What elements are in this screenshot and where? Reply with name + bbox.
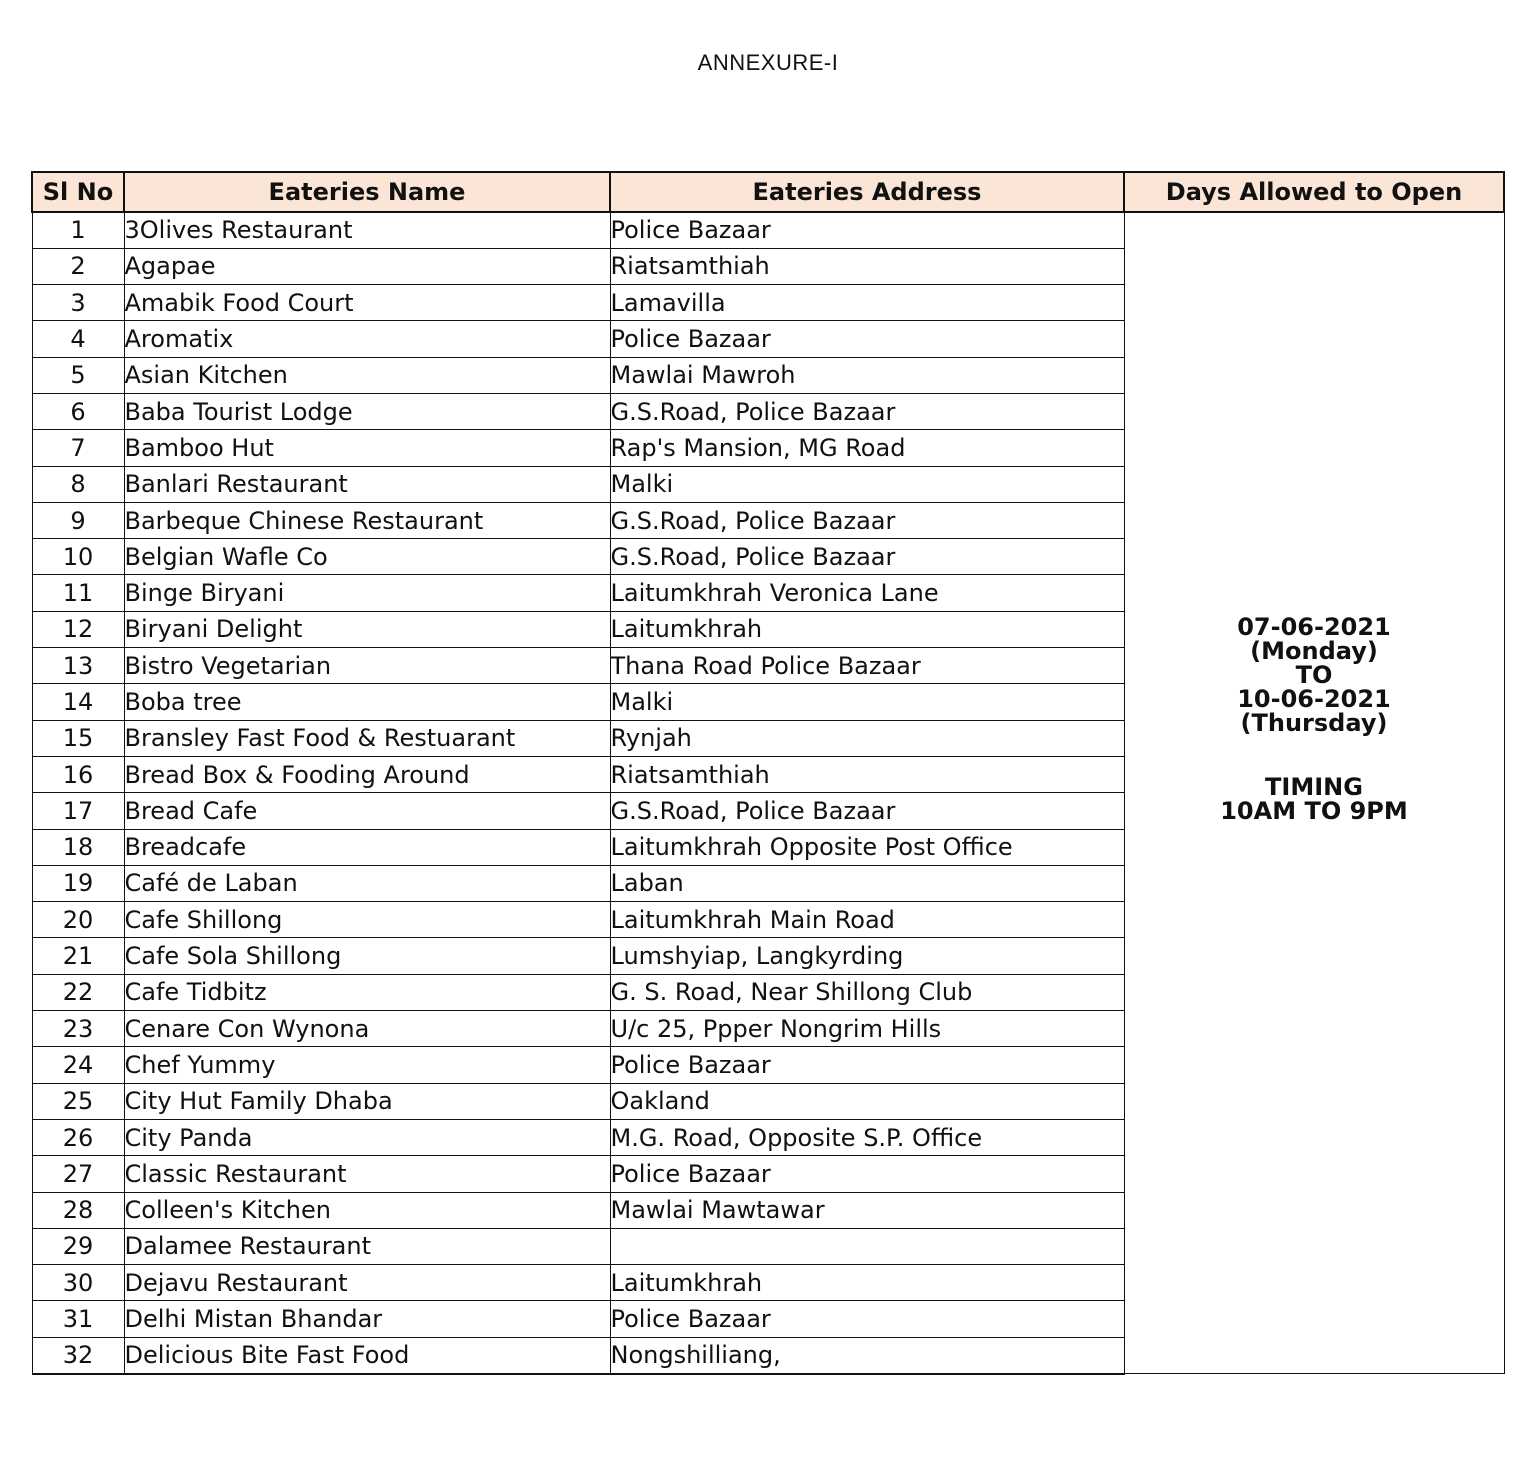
eatery-address-cell: G.S.Road, Police Bazaar bbox=[610, 793, 1124, 829]
sl-no-cell: 4 bbox=[32, 321, 124, 357]
timing-label: TIMING bbox=[1265, 772, 1363, 801]
eatery-address-cell: G. S. Road, Near Shillong Club bbox=[610, 974, 1124, 1010]
eatery-address-cell: Nongshilliang, bbox=[610, 1337, 1124, 1373]
to-word: TO bbox=[1295, 661, 1333, 690]
sl-no-cell: 14 bbox=[32, 684, 124, 720]
from-date: 07-06-2021 bbox=[1237, 613, 1391, 642]
eatery-address-cell: Malki bbox=[610, 466, 1124, 502]
annexure-title: ANNEXURE-I bbox=[697, 50, 839, 75]
sl-no-cell: 29 bbox=[32, 1228, 124, 1264]
eatery-address-cell: G.S.Road, Police Bazaar bbox=[610, 539, 1124, 575]
eatery-name-cell: Amabik Food Court bbox=[124, 285, 610, 321]
eatery-address-cell: U/c 25, Ppper Nongrim Hills bbox=[610, 1011, 1124, 1047]
eatery-address-cell: Rynjah bbox=[610, 720, 1124, 756]
sl-no-cell: 31 bbox=[32, 1301, 124, 1337]
eatery-address-cell: G.S.Road, Police Bazaar bbox=[610, 393, 1124, 429]
eatery-address-cell: Riatsamthiah bbox=[610, 248, 1124, 284]
eatery-name-cell: Dalamee Restaurant bbox=[124, 1228, 610, 1264]
eatery-address-cell: Malki bbox=[610, 684, 1124, 720]
eatery-name-cell: Breadcafe bbox=[124, 829, 610, 865]
sl-no-cell: 17 bbox=[32, 793, 124, 829]
sl-no-cell: 16 bbox=[32, 756, 124, 792]
eatery-name-cell: Cafe Tidbitz bbox=[124, 974, 610, 1010]
sl-no-cell: 21 bbox=[32, 938, 124, 974]
eatery-name-cell: Agapae bbox=[124, 248, 610, 284]
header-days-allowed: Days Allowed to Open bbox=[1124, 172, 1504, 212]
table-row bbox=[32, 212, 1504, 248]
sl-no-cell: 26 bbox=[32, 1119, 124, 1155]
eatery-name-cell: Asian Kitchen bbox=[124, 357, 610, 393]
eatery-address-cell bbox=[610, 1228, 1124, 1264]
days-allowed-block bbox=[1125, 615, 1504, 823]
eatery-name-cell: Biryani Delight bbox=[124, 611, 610, 647]
eatery-address-cell: Mawlai Mawtawar bbox=[610, 1192, 1124, 1228]
eatery-name-cell: Bread Cafe bbox=[124, 793, 610, 829]
sl-no-cell: 2 bbox=[32, 248, 124, 284]
sl-no-cell: 30 bbox=[32, 1265, 124, 1301]
to-day: (Thursday) bbox=[1240, 709, 1388, 738]
eatery-address-cell: Oakland bbox=[610, 1083, 1124, 1119]
sl-no-cell: 13 bbox=[32, 648, 124, 684]
header-row bbox=[32, 172, 1504, 212]
eatery-address-cell: Laitumkhrah Veronica Lane bbox=[610, 575, 1124, 611]
sl-no-cell: 12 bbox=[32, 611, 124, 647]
eatery-name-cell: Bransley Fast Food & Restuarant bbox=[124, 720, 610, 756]
eatery-name-cell: Delhi Mistan Bhandar bbox=[124, 1301, 610, 1337]
sl-no-cell: 18 bbox=[32, 829, 124, 865]
eatery-address-cell: Lamavilla bbox=[610, 285, 1124, 321]
eatery-name-cell: City Panda bbox=[124, 1119, 610, 1155]
spacer bbox=[1125, 735, 1504, 775]
sl-no-cell: 8 bbox=[32, 466, 124, 502]
sl-no-cell: 23 bbox=[32, 1011, 124, 1047]
sl-no-cell: 3 bbox=[32, 285, 124, 321]
eatery-address-cell: Lumshyiap, Langkyrding bbox=[610, 938, 1124, 974]
sl-no-cell: 6 bbox=[32, 393, 124, 429]
sl-no-cell: 24 bbox=[32, 1047, 124, 1083]
timing-value: 10AM TO 9PM bbox=[1220, 796, 1408, 825]
eatery-name-cell: Aromatix bbox=[124, 321, 610, 357]
eatery-address-cell: Laitumkhrah Main Road bbox=[610, 902, 1124, 938]
eatery-name-cell: Chef Yummy bbox=[124, 1047, 610, 1083]
eatery-name-cell: Banlari Restaurant bbox=[124, 466, 610, 502]
header-eateries-name: Eateries Name bbox=[124, 172, 610, 212]
table-body bbox=[32, 212, 1504, 1374]
header-sl-no: Sl No bbox=[32, 172, 124, 212]
eatery-address-cell: Thana Road Police Bazaar bbox=[610, 648, 1124, 684]
sl-no-cell: 19 bbox=[32, 865, 124, 901]
eatery-address-cell: Rap's Mansion, MG Road bbox=[610, 430, 1124, 466]
eatery-name-cell: Colleen's Kitchen bbox=[124, 1192, 610, 1228]
eatery-name-cell: Binge Biryani bbox=[124, 575, 610, 611]
eatery-name-cell: Bread Box & Fooding Around bbox=[124, 756, 610, 792]
sl-no-cell: 7 bbox=[32, 430, 124, 466]
eatery-name-cell: 3Olives Restaurant bbox=[124, 212, 610, 248]
eatery-name-cell: Barbeque Chinese Restaurant bbox=[124, 502, 610, 538]
eatery-address-cell: Mawlai Mawroh bbox=[610, 357, 1124, 393]
header-eateries-address: Eateries Address bbox=[610, 172, 1124, 212]
eatery-name-cell: Cafe Sola Shillong bbox=[124, 938, 610, 974]
eatery-name-cell: Classic Restaurant bbox=[124, 1156, 610, 1192]
eatery-address-cell: Laban bbox=[610, 865, 1124, 901]
sl-no-cell: 10 bbox=[32, 539, 124, 575]
eatery-name-cell: Cafe Shillong bbox=[124, 902, 610, 938]
eatery-address-cell: Police Bazaar bbox=[610, 321, 1124, 357]
eatery-address-cell: Police Bazaar bbox=[610, 1047, 1124, 1083]
eatery-name-cell: Dejavu Restaurant bbox=[124, 1265, 610, 1301]
sl-no-cell: 22 bbox=[32, 974, 124, 1010]
sl-no-cell: 15 bbox=[32, 720, 124, 756]
eatery-name-cell: Bistro Vegetarian bbox=[124, 648, 610, 684]
eatery-address-cell: Police Bazaar bbox=[610, 1156, 1124, 1192]
sl-no-cell: 9 bbox=[32, 502, 124, 538]
eatery-address-cell: Laitumkhrah Opposite Post Office bbox=[610, 829, 1124, 865]
sl-no-cell: 5 bbox=[32, 357, 124, 393]
eatery-name-cell: Café de Laban bbox=[124, 865, 610, 901]
eatery-address-cell: Police Bazaar bbox=[610, 1301, 1124, 1337]
eatery-address-cell: M.G. Road, Opposite S.P. Office bbox=[610, 1119, 1124, 1155]
sl-no-cell: 20 bbox=[32, 902, 124, 938]
eatery-address-cell: Police Bazaar bbox=[610, 212, 1124, 248]
eatery-name-cell: City Hut Family Dhaba bbox=[124, 1083, 610, 1119]
to-date: 10-06-2021 bbox=[1237, 685, 1391, 714]
eatery-name-cell: Delicious Bite Fast Food bbox=[124, 1337, 610, 1373]
eatery-address-cell: Riatsamthiah bbox=[610, 756, 1124, 792]
eatery-name-cell: Boba tree bbox=[124, 684, 610, 720]
sl-no-cell: 27 bbox=[32, 1156, 124, 1192]
eatery-address-cell: Laitumkhrah bbox=[610, 1265, 1124, 1301]
eateries-table bbox=[31, 171, 1505, 1375]
sl-no-cell: 28 bbox=[32, 1192, 124, 1228]
sl-no-cell: 11 bbox=[32, 575, 124, 611]
sl-no-cell: 1 bbox=[32, 212, 124, 248]
eatery-name-cell: Belgian Wafle Co bbox=[124, 539, 610, 575]
eatery-address-cell: G.S.Road, Police Bazaar bbox=[610, 502, 1124, 538]
sl-no-cell: 25 bbox=[32, 1083, 124, 1119]
sl-no-cell: 32 bbox=[32, 1337, 124, 1373]
from-day: (Monday) bbox=[1250, 637, 1378, 666]
eatery-name-cell: Cenare Con Wynona bbox=[124, 1011, 610, 1047]
days-allowed-cell bbox=[1124, 212, 1504, 1374]
eatery-address-cell: Laitumkhrah bbox=[610, 611, 1124, 647]
eatery-name-cell: Bamboo Hut bbox=[124, 430, 610, 466]
eatery-name-cell: Baba Tourist Lodge bbox=[124, 393, 610, 429]
